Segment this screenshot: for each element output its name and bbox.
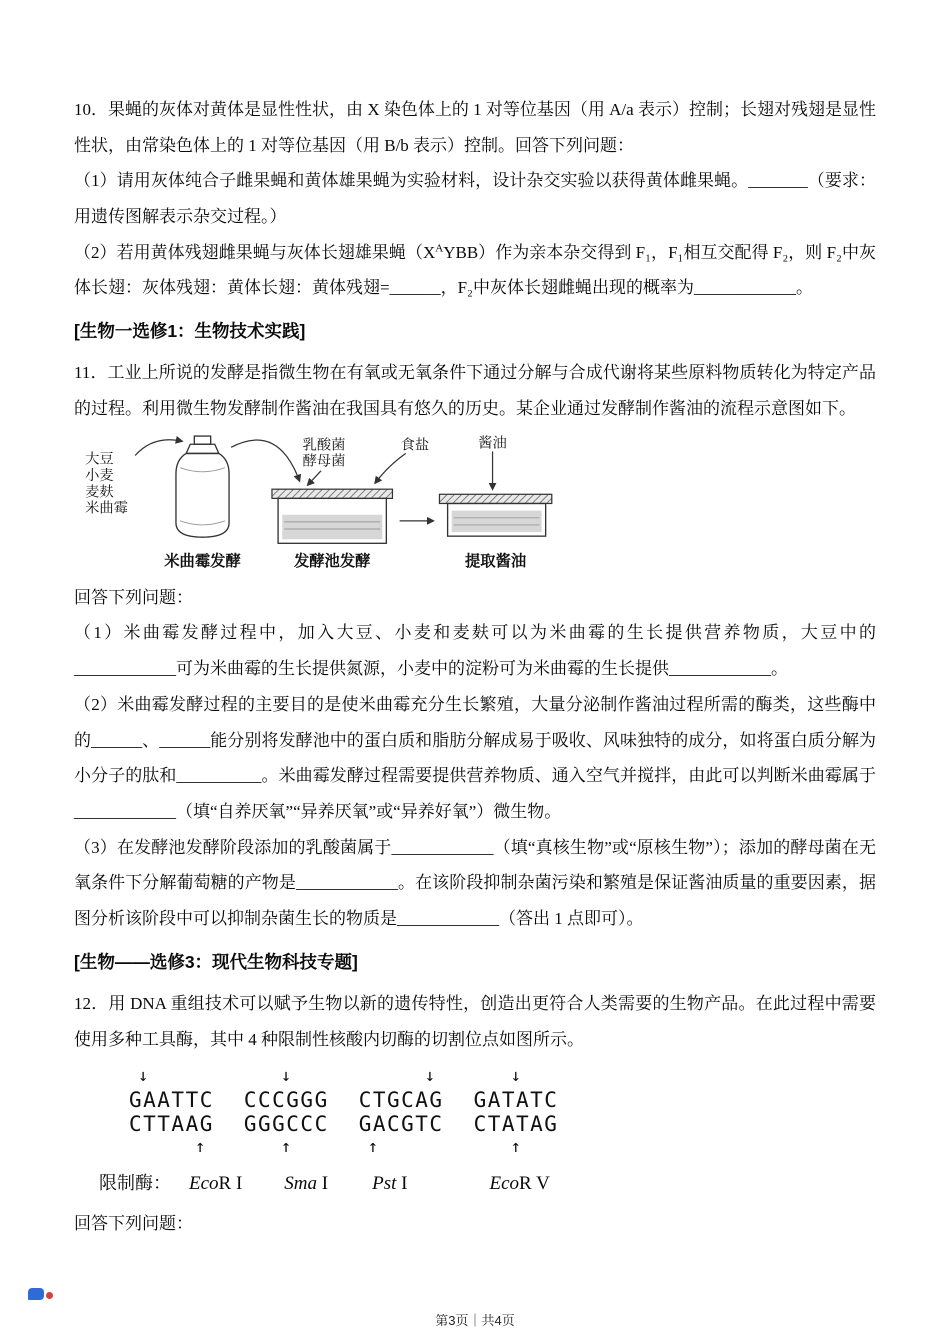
- stage1-label: 米曲霉发酵: [164, 552, 241, 570]
- q12-answer-prompt: 回答下列问题：: [74, 1214, 193, 1234]
- dna-bottom-strand: CTTAAG: [129, 1111, 214, 1136]
- stage2-label: 发酵池发酵: [293, 552, 371, 570]
- dna-bottom-strand: GGGCCC: [243, 1111, 329, 1136]
- section-title-elective1: [生物一选修1：生物技术实践]: [74, 321, 306, 342]
- cut-arrow-up-icon: ↑: [280, 1137, 292, 1158]
- microbes-to-tank-arrow: [308, 471, 321, 485]
- enzyme-name-psti: Pst I: [372, 1173, 408, 1195]
- enzyme-name-ecori: EcoR I: [189, 1173, 243, 1195]
- jar-to-tank-arrow: [231, 440, 299, 481]
- cut-arrow-down-icon: ↓: [280, 1066, 292, 1087]
- enzyme-name-ecorv: EcoR V: [489, 1173, 550, 1195]
- extraction-tray: [439, 494, 551, 536]
- restriction-site-ecori: [129, 1065, 214, 1160]
- restriction-enzyme-diagram: [74, 1065, 876, 1204]
- page-footer: 第3页｜共4页: [435, 1313, 515, 1328]
- fermentation-tank: [272, 489, 393, 543]
- superscript-allele: A: [435, 242, 444, 255]
- q10-part2-text-cont: YBB）作为亲本杂交得到 F₁，F₁相互交配得 F₂，则 F₂中灰体长翅：灰体残翅：黄体长翅：黄体残翅=______，F₂中灰体长翅雌蝇出现的概率为____________。: [74, 242, 877, 298]
- ingredient-wheat-label: 小麦: [85, 467, 114, 484]
- cut-arrow-up-icon: ↑: [195, 1137, 206, 1158]
- salt-to-tank-arrow: [375, 453, 406, 483]
- cut-arrow-down-icon: ↓: [424, 1066, 435, 1087]
- watermark-logo: [28, 1287, 64, 1302]
- ingredients-to-jar-arrow: [135, 440, 182, 456]
- dna-top-strand: GAATTC: [129, 1088, 214, 1113]
- dna-top-strand: CCCGGG: [243, 1088, 329, 1113]
- ingredient-soybean-label: 大豆: [85, 451, 114, 468]
- enzyme-name-smai: Sma I: [284, 1173, 329, 1195]
- ingredient-bran-label: 麦麸: [85, 484, 114, 501]
- cut-arrow-up-icon: ↑: [510, 1137, 521, 1158]
- section-title-elective3: [生物——选修3：现代生物科技专题]: [74, 951, 358, 972]
- q11-part3: （3）在发酵池发酵阶段添加的乳酸菌属于____________（填“真核生物”或“原核生物”）；添加的酵母菌在无氧条件下分解葡萄糖的产物是____________。在该阶段抑制杂菌污染和繁殖是保证酱油质量的重要因素，据图分析该阶段中可以抑制杂菌生长的物质是____________（答出 1 点即可）。: [74, 837, 876, 928]
- q11-answer-prompt: 回答下列问题：: [74, 587, 193, 607]
- q11-intro: 11．工业上所说的发酵是指微生物在有氧或无氧条件下通过分解与合成代谢将某些原料物质转化为特定产品的过程。利用微生物发酵制作酱油在我国具有悠久的历史。某企业通过发酵制作酱油的流程示意图如下。: [74, 363, 876, 419]
- enzyme-names-row: [99, 1164, 876, 1204]
- cut-arrow-down-icon: ↓: [510, 1066, 521, 1087]
- restriction-site-ecorv: [474, 1065, 559, 1160]
- enzyme-row-label: 限制酶：: [99, 1173, 171, 1194]
- restriction-sites-row: [129, 1065, 876, 1160]
- q10-intro: 10．果蝇的灰体对黄体是显性性状，由 X 染色体上的 1 对等位基因（用 A/a 表示）控制；长翅对残翅是显性性状，由常染色体上的 1 对等位基因（用 B/b 表示）控制。回答下列问题：: [74, 100, 876, 155]
- ingredient-aspergillus-label: 米曲霉: [85, 500, 128, 517]
- salt-label: 食盐: [400, 437, 430, 454]
- stage3-label: 提取酱油: [465, 552, 527, 570]
- q10-part2-text: （2）若用黄体残翅雌果蝇与灰体长翅雄果蝇（X: [74, 242, 436, 262]
- fermentation-flow-svg: [82, 433, 562, 576]
- lactic-acid-bacteria-label: 乳酸菌: [302, 437, 346, 454]
- cut-arrow-up-icon: ↑: [367, 1137, 378, 1158]
- q10-part2: [74, 235, 876, 306]
- restriction-site-smai: [244, 1065, 329, 1160]
- restriction-site-psti: [359, 1065, 444, 1160]
- watermark-red-dot: [46, 1292, 53, 1299]
- dna-top-strand: GATATC: [473, 1088, 559, 1113]
- dna-bottom-strand: CTATAG: [473, 1111, 559, 1136]
- cut-arrow-down-icon: ↓: [138, 1066, 149, 1087]
- dna-top-strand: CTGCAG: [358, 1088, 444, 1113]
- watermark-blue-shape: [28, 1288, 44, 1300]
- soy-sauce-label: 酱油: [478, 435, 507, 452]
- fermentation-flow-diagram: [82, 433, 876, 576]
- fermentation-jar: [176, 436, 229, 537]
- dna-bottom-strand: GACGTC: [358, 1111, 444, 1136]
- q11-part2: （2）米曲霉发酵过程的主要目的是使米曲霉充分生长繁殖，大量分泌制作酱油过程所需的酶类，这些酶中的______、______能分别将发酵池中的蛋白质和脂肪分解成易于吸收、风味独特的成分，如将蛋白质分解为小分子的肽和__________。米曲霉发酵过程需要提供营养物质、通入空气并搅拌，由此可以判断米曲霉属于____________（填“自养厌氧”“异养厌氧”或“异养好氧”）微生物。: [74, 694, 876, 821]
- q11-part1: （1）米曲霉发酵过程中，加入大豆、小麦和麦麸可以为米曲霉的生长提供营养物质，大豆中的____________可为米曲霉的生长提供氮源，小麦中的淀粉可为米曲霉的生长提供____________。: [74, 623, 876, 679]
- q10-part1: （1）请用灰体纯合子雌果蝇和黄体雄果蝇为实验材料，设计杂交实验以获得黄体雌果蝇。_______（要求：用遗传图解表示杂交过程。）: [74, 171, 876, 227]
- yeast-label: 酵母菌: [302, 453, 346, 470]
- q12-intro: 12．用 DNA 重组技术可以赋予生物以新的遗传特性，创造出更符合人类需要的生物产品。在此过程中需要使用多种工具酶，其中 4 种限制性核酸内切酶的切割位点如图所示。: [74, 993, 876, 1049]
